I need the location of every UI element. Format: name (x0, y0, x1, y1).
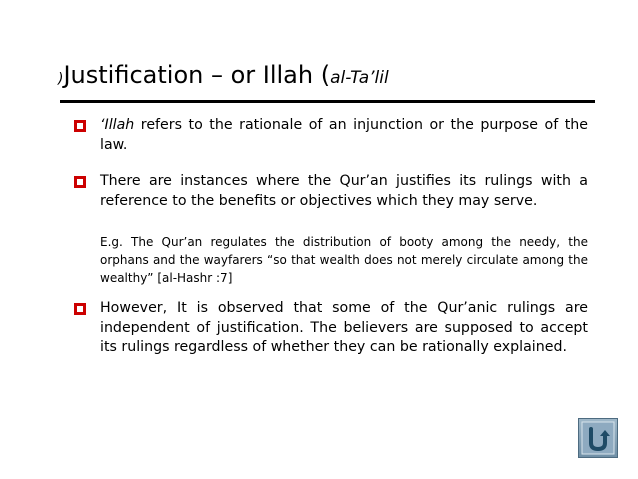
bullet-text: There are instances where the Qur’an justifies its rulings with a reference to the benefits or objectives which they may serve. (100, 173, 588, 209)
return-arrow-icon (579, 419, 617, 457)
title-open-paren: ) (58, 71, 64, 87)
bullet-text (100, 116, 588, 155)
bullet-lead-italic: ‘Illah (100, 117, 135, 133)
title-rule (60, 100, 595, 103)
title-italic: al-Ta’lil (330, 68, 389, 88)
slide-title (58, 60, 389, 94)
return-button[interactable] (578, 418, 618, 458)
title-main: Justification – or Illah ( (63, 61, 331, 89)
bullet-marker (74, 176, 86, 188)
bullet-rest: refers to the rationale of an injunction or the purpose of the law. (100, 117, 588, 153)
bullet-marker (74, 303, 86, 315)
bullet-marker (74, 120, 86, 132)
example-text: E.g. The Qur’an regulates the distribution of booty among the needy, the orphans and the wayfarers “so that wealth does not merely circulate among the wealthy” [al-Hashr :7] (100, 235, 588, 285)
bullet-text: However, It is observed that some of the Qur’anic rulings are independent of justification. The believers are supposed to accept its rulings regardless of whether they can be rationally explained. (100, 300, 588, 355)
